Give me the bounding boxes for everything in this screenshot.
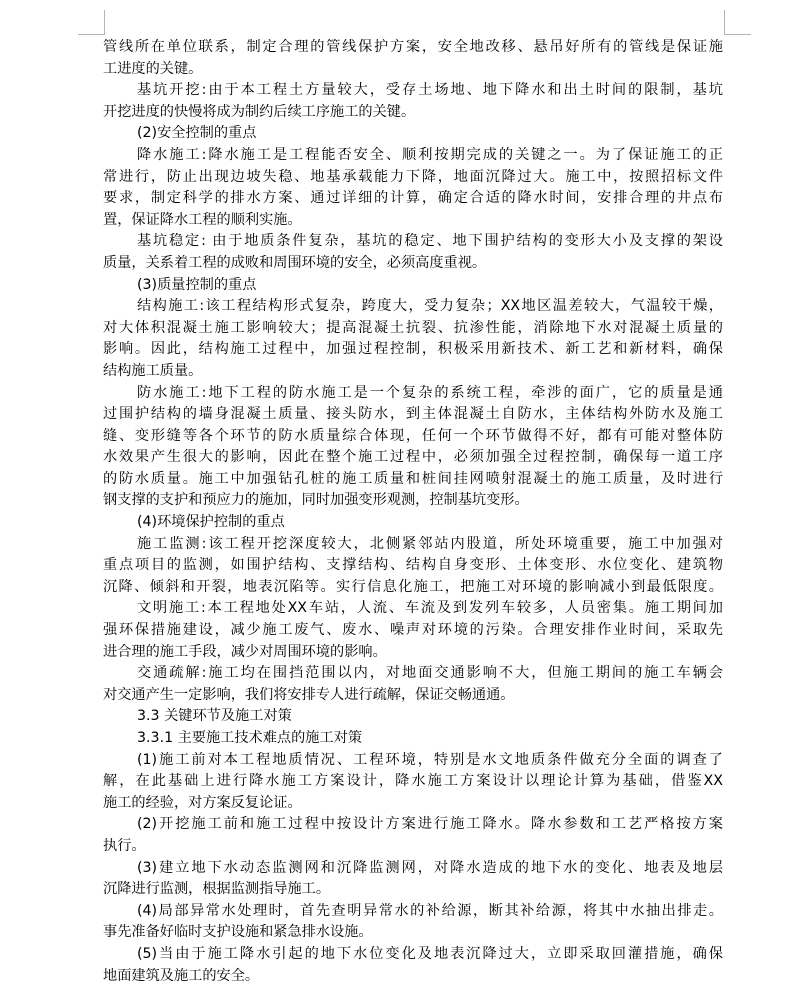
text-line: 降水施工:降水施工是工程能否安全、顺利按期完成的关键之一。为了保证施工的正 xyxy=(137,146,723,163)
text-line: 防水施工:地下工程的防水施工是一个复杂的系统工程，牵涉的面广，它的质量是通 xyxy=(137,384,723,401)
text-line: 管线所在单位联系，制定合理的管线保护方案，安全地改移、悬吊好所有的管线是保证施 xyxy=(103,39,723,55)
text-line: 地面建筑及施工的安全。 xyxy=(103,967,260,984)
text-line: 强环保措施建设，减少施工废气、废水、噪声对环境的污染。合理安排作业时间，采取先 xyxy=(103,622,723,639)
text-line: 过围护结构的墙身混凝土质量、接头防水，到主体混凝土自防水，主体结构外防水及施工 xyxy=(103,406,723,423)
text-line: (4)环境保护控制的重点 xyxy=(137,514,285,531)
text-line: 结构施工质量。 xyxy=(103,362,203,379)
text-line: 基坑开挖:由于本工程土方量较大，受存土场地、地下降水和出土时间的限制，基坑 xyxy=(137,82,723,99)
text-line: 质量，关系着工程的成败和周围环境的安全，必须高度重视。 xyxy=(103,254,487,271)
text-line: 执行。 xyxy=(103,837,146,854)
margin-corner-mark-right xyxy=(724,10,751,35)
text-line: (3)质量控制的重点 xyxy=(137,276,257,293)
text-line: 重点项目的监测，如围护结构、支撑结构、结构自身变形、土体变形、水位变化、建筑物 xyxy=(103,557,723,574)
text-line: 水效果产生很大的影响，因此在整个施工过程中，必须加强全过程控制，确保每一道工序 xyxy=(103,449,723,466)
text-line: 解，在此基础上进行降水施工方案设计，降水施工方案设计以理论计算为基础，借鉴XX xyxy=(103,773,723,790)
text-line: 对交通产生一定影响，我们将安排专人进行疏解，保证交畅通通。 xyxy=(103,686,515,703)
text-line: 结构施工:该工程结构形式复杂，跨度大，受力复杂；XX地区温差较大，气温较干燥， xyxy=(137,298,723,315)
text-line: 置，保证降水工程的顺利实施。 xyxy=(103,211,302,228)
text-line: 要求，制定科学的排水方案、通过详细的计算，确定合适的降水时间，安排合理的井点布 xyxy=(103,190,723,207)
text-line: (5)当由于施工降水引起的地下水位变化及地表沉降过大，立即采取回灌措施，确保 xyxy=(137,945,723,962)
text-line: (1)施工前对本工程地质情况、工程环境，特别是水文地质条件做充分全面的调查了 xyxy=(137,751,723,768)
text-line: 常进行，防止出现边坡失稳、地基承载能力下降，地面沉降过大。施工中，按照招标文件 xyxy=(103,168,723,185)
text-line: 事先准备好临时支护设施和紧急排水设施。 xyxy=(103,924,373,941)
text-line: (2)开挖施工前和施工过程中按设计方案进行施工降水。降水参数和工艺严格按方案 xyxy=(137,816,723,833)
text-line: 施工的经验，对方案反复论证。 xyxy=(103,794,302,811)
text-line: 对大体积混凝土施工影响较大；提高混凝土抗裂、抗渗性能，消除地下水对混凝土质量的 xyxy=(103,319,723,336)
text-line: 基坑稳定: 由于地质条件复杂，基坑的稳定、地下围护结构的变形大小及支撑的架设 xyxy=(137,233,723,250)
text-line: 钢支撑的支护和预应力的施加，同时加强变形观测，控制基坑变形。 xyxy=(103,492,529,509)
text-line: 缝、变形缝等各个环节的防水质量综合体现，任何一个环节做得不好，都有可能对整体防 xyxy=(103,427,723,444)
text-line: (2)安全控制的重点 xyxy=(137,125,257,142)
text-line: 影响。因此，结构施工过程中，加强过程控制，积极采用新技术、新工艺和新材料，确保 xyxy=(103,341,723,358)
text-line: (4)局部异常水处理时，首先查明异常水的补给源，断其补给源，将其中水抽出排走。 xyxy=(137,902,723,919)
text-line: 开挖进度的快慢将成为制约后续工序施工的关键。 xyxy=(103,103,416,120)
text-line: (3)建立地下水动态监测网和沉降监测网，对降水造成的地下水的变化、地表及地层 xyxy=(137,859,723,876)
text-line: 施工监测:该工程开挖深度较大，北侧紧邻站内股道，所处环境重要，施工中加强对 xyxy=(137,535,723,552)
text-line: 沉降、倾斜和开裂，地表沉陷等。实行信息化施工，把施工对环境的影响减小到最低限度。 xyxy=(103,578,723,595)
document-body xyxy=(103,37,723,987)
text-line: 沉降进行监测，根据监测指导施工。 xyxy=(103,881,331,898)
text-line: 的防水质量。施工中加强钻孔桩的施工质量和桩间挂网喷射混凝土的施工质量，及时进行 xyxy=(103,470,723,487)
text-line: 3.3.1 主要施工技术难点的施工对策 xyxy=(137,730,363,746)
text-line: 文明施工:本工程地处XX车站，人流、车流及到发列车较多，人员密集。施工期间加 xyxy=(137,600,723,617)
text-line: 工进度的关键。 xyxy=(103,60,203,77)
text-line: 交通疏解:施工均在围挡范围以内，对地面交通影响不大，但施工期间的施工车辆会 xyxy=(137,665,723,682)
text-line: 3.3 关键环节及施工对策 xyxy=(137,708,292,725)
margin-corner-mark-left xyxy=(78,10,105,35)
text-line: 进合理的施工手段，减少对周围环境的影响。 xyxy=(103,643,387,660)
